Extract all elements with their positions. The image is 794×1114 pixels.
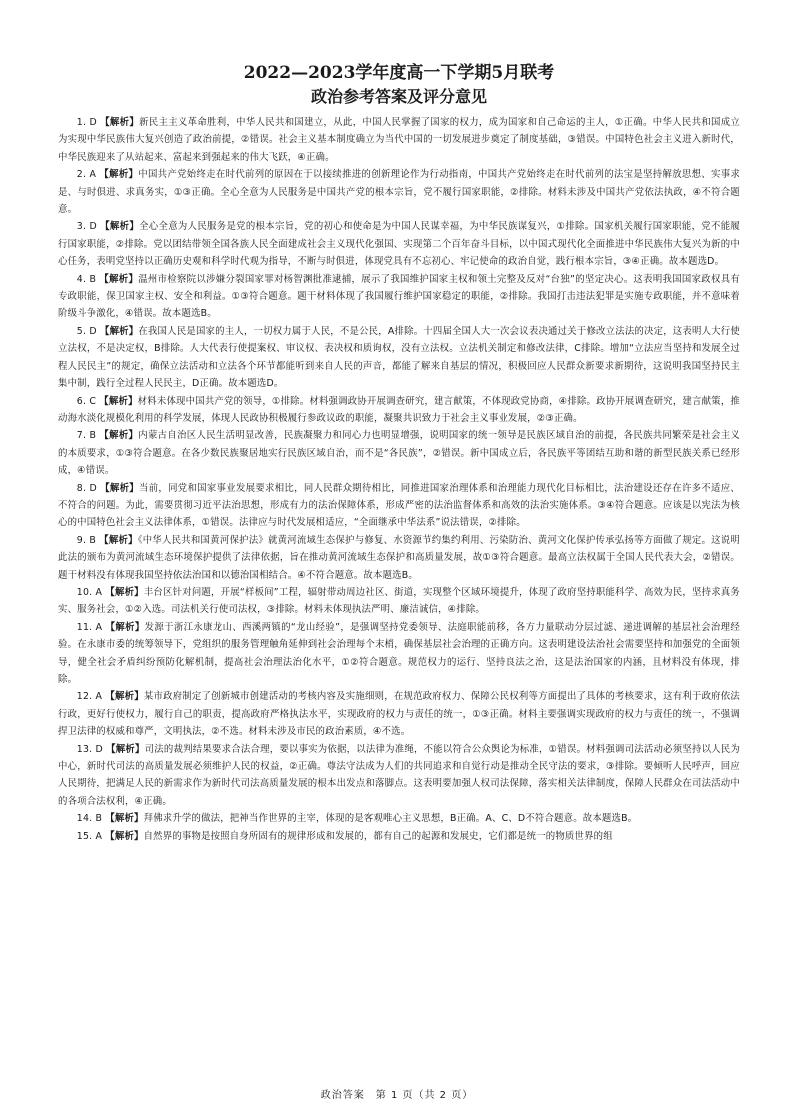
- analysis-tag: 【解析】: [106, 743, 145, 755]
- analysis-tag: 【解析】: [99, 273, 139, 285]
- answer-text: 在我国人民是国家的主人，一切权力属于人民，不是公民，A排除。十四届全国人大一次会议表决通过关于修改立法法的决定，这表明人大行使立法权，不是决定权，B排除。人大代表行使提案权、审议权、表决权和质询权，没有立法权。立法机关制定和修改法律，C排除。增加“立法应当坚持和发展全过程人民民主”的规定，确保立法活动和立法各个环节都能听到来自人民的声音，都能了解来自基层的情况，积极回应人民群众新要求新期待，这说明我国坚持民主集中制，践行全过程人民民主，D正确。故本题选D。: [58, 325, 740, 390]
- answer-text: 司法的裁判结果要求合法合理，要以事实为依据，以法律为准绳，不能以符合公众舆论为标准，①错误。材料强调司法活动必须坚持以人民为中心，新时代司法的高质量发展必须维护人民的权益，②正确。尊法守法成为人们的共同追求和自觉行动是推动全民守法的要求，③排除。要倾听人民呼声，回应人民期待，把满足人民的新需求作为新时代司法高质量发展的根本出发点和落脚点。这表明要加强人权司法保障，落实相关法律制度，保障人民群众在司法活动中的各项合法权利，④正确。: [58, 743, 741, 807]
- answer-item: [58, 741, 740, 811]
- analysis-tag: 【解析】: [105, 830, 144, 842]
- answer-text: 自然界的事物是按照自身所固有的规律形成和发展的，都有自己的起源和发展史，它们都是统一的物质世界的组: [143, 830, 613, 842]
- answers-list: [58, 114, 740, 845]
- answer-text: 内蒙古自治区人民生活明显改善，民族凝聚力和同心力也明显增强，说明国家的统一领导是民族区域自治的前提，各民族共同繁荣是社会主义的本质要求，①③符合题意。在各少数民族聚居地实行民族区域自治，而不是“各民族”，②错误。新中国成立后，各民族平等团结互助和谐的新型民族关系已经形成，④错误。: [58, 430, 740, 477]
- answer-number: 7. B: [76, 430, 97, 442]
- answer-item: [58, 810, 740, 827]
- analysis-tag: 【解析】: [99, 325, 139, 337]
- answer-number: 3. D: [76, 221, 97, 233]
- document-subtitle: 政治参考答案及评分意见: [310, 87, 487, 106]
- answer-item: [58, 584, 740, 619]
- analysis-tag: 【解析】: [100, 117, 140, 128]
- answer-number: 9. B: [76, 534, 97, 546]
- answer-number: 4. B: [76, 273, 97, 285]
- document-title: 2022—2023学年度高一下学期5月联考: [243, 63, 555, 83]
- answer-text: 丰台区针对问题，开展“样板间”工程，辐射带动周边社区、街道，实现整个区域环境提升，体现了政府坚持职能科学、高效为民，坚持求真务实、服务社会，①②入选。司法机关行使司法权，③排除。材料未体现执法严明、廉洁诚信，④排除。: [58, 586, 740, 616]
- answer-item: [58, 480, 740, 532]
- answer-text: 发源于浙江永康龙山、西溪两镇的“龙山经验”，是强调坚持党委领导、法庭职能前移，各方力量联动分层过滤、递进调解的基层社会治理经验。在永康市委的统筹领导下，党组织的服务管理触角延伸到社会治理每个末梢，确保基层社会治理的正确方向。这表明建设法治社会需要坚持和加强党的全面领导，健全社会矛盾纠纷预防化解机制，提高社会治理法治化水平，①②符合题意。规范权力的运行、坚持良法之治，这是法治国家的内涵，且材料没有体现，排除。: [58, 621, 740, 685]
- answer-number: 13. D: [76, 743, 103, 755]
- answer-item: [58, 532, 740, 584]
- answer-text: 拜佛求升学的做法，把神当作世界的主宰，体现的是客观唯心主义思想，B正确。A、C、D不符合题意。故本题选B。: [143, 813, 638, 825]
- answer-item: [58, 427, 740, 479]
- analysis-tag: 【解析】: [99, 169, 139, 181]
- answer-item: [58, 828, 740, 845]
- answer-text: 材料未体现中国共产党的领导，①排除。材料强调政协开展调查研究，建言献策，不体现政党协商，④排除。政协开展调查研究，建言献策，推动海水淡化规模化利用的科学发展，体现人民政协积极履行参政议政的职能，凝聚共识致力于社会主义事业发展，②③正确。: [58, 395, 740, 424]
- analysis-tag: 【解析】: [99, 534, 138, 546]
- analysis-tag: 【解析】: [100, 482, 139, 494]
- answer-text: 《中华人民共和国黄河保护法》就黄河流域生态保护与修复、水资源节约集约利用、污染防治、黄河文化保护传承弘扬等方面做了规定。这说明此法的颁布为黄河流域生态环境保护提供了法律依据，旨在推动黄河流域生态保护和高质量发展，故①③符合题意。最高立法权属于全国人民代表大会，②错误。题干材料没有体现我国坚持依法治国和以德治国相结合。④不符合题意。故本题选B。: [58, 534, 740, 581]
- answer-item: [58, 688, 740, 740]
- answer-item: [58, 271, 740, 323]
- answer-item: [58, 619, 740, 689]
- answer-number: 15. A: [76, 830, 103, 842]
- answer-number: 6. C: [76, 395, 97, 407]
- answer-item: [58, 218, 740, 270]
- answer-number: 12. A: [76, 691, 103, 703]
- analysis-tag: 【解析】: [105, 586, 144, 598]
- answer-text: 全心全意为人民服务是党的根本宗旨，党的初心和使命是为中国人民谋幸福，为中华民族谋复兴，①排除。国家机关履行国家职能，党不能履行国家职能，②排除。党以团结带领全国各族人民全面建成社会主义现代化强国、实现第二个百年奋斗目标，以中国式现代化全面推进中华民族伟大复兴为新的中心任务，表明党坚持以正确历史观和科学时代观为指导，不断与时俱进，体现党具有不忘初心、牢记使命的政治自觉，践行根本宗旨，③④正确。故本题选D。: [58, 221, 740, 268]
- analysis-tag: 【解析】: [105, 621, 145, 633]
- answer-text: 新民主主义革命胜利，中华人民共和国建立，从此，中国人民掌握了国家的权力，成为国家和自己命运的主人，①正确。中华人民共和国成立为实现中华民族伟大复兴创造了政治前提，②错误。社会主义基本制度确立为当代中国的一切发展进步奠定了制度基础，③错误。中国特色社会主义进入新时代，中华民族迎来了从站起来、富起来到强起来的伟大飞跃，④正确。: [58, 117, 740, 163]
- answer-number: 8. D: [76, 482, 97, 494]
- page-footer: 政治答案 第 1 页（共 2 页）: [320, 1090, 474, 1101]
- answer-number: 1. D: [76, 117, 97, 128]
- answer-item: [58, 114, 740, 166]
- analysis-tag: 【解析】: [100, 221, 140, 233]
- answer-item: [58, 323, 740, 393]
- answer-text: 当前，同党和国家事业发展要求相比，同人民群众期待相比，同推进国家治理体系和治理能力现代化目标相比，法治建设还存在许多不适应、不符合的问题。为此，需要贯彻习近平法治思想，形成有力的法治保障体系，形成严密的法治监督体系和高效的法治实施体系。③④符合题意。应该是以宪法为核心的中国特色社会主义法律体系，①错误。法律应与时代发展相适应，“全面继承中华法系”说法错误，②排除。: [58, 482, 741, 529]
- answer-text: 中国共产党始终走在时代前列的原因在于以接续推进的创新理论作为行动指南，中国共产党始终走在时代前列的法宝是坚持解放思想、实事求是、与时俱进、求真务实，①③正确。全心全意为人民服务是中国共产党的根本宗旨，党不履行国家职能，②排除。材料未涉及中国共产党依法执政，④不符合题意。: [58, 169, 741, 216]
- answer-number: 10. A: [76, 586, 103, 598]
- answer-number: 11. A: [76, 621, 103, 633]
- analysis-tag: 【解析】: [99, 395, 138, 407]
- answer-text: 温州市检察院以涉嫌分裂国家罪对杨智渊批准逮捕，展示了我国维护国家主权和领土完整及反对“台独”的坚定决心。这表明我国国家政权具有专政职能，保卫国家主权、安全和利益。①③符合题意。题干材料体现了我国履行维护国家稳定的职能，②排除。我国打击违法犯罪是实施专政职能，并不意味着阶级斗争激化，④错误。故本题选B。: [58, 273, 740, 320]
- answer-item: [58, 166, 740, 218]
- answer-text: 某市政府制定了创新城市创建活动的考核内容及实施细则，在规范政府权力、保障公民权利等方面提出了具体的考核要求，这有利于政府依法行政，更好行使权力，履行自己的职责，提高政府严格执法水平，实现政府的权力与责任的统一，①③正确。材料主要强调实现政府的权力与责任的统一，不强调捍卫法律的权威和尊严，文明执法，②不选。材料未涉及市民的政治素质，④不选。: [58, 691, 740, 738]
- analysis-tag: 【解析】: [105, 691, 144, 703]
- analysis-tag: 【解析】: [105, 813, 144, 825]
- answer-number: 14. B: [76, 813, 103, 825]
- answer-number: 5. D: [76, 325, 97, 337]
- answer-number: 2. A: [76, 169, 97, 181]
- answer-item: [58, 393, 740, 428]
- analysis-tag: 【解析】: [99, 430, 139, 442]
